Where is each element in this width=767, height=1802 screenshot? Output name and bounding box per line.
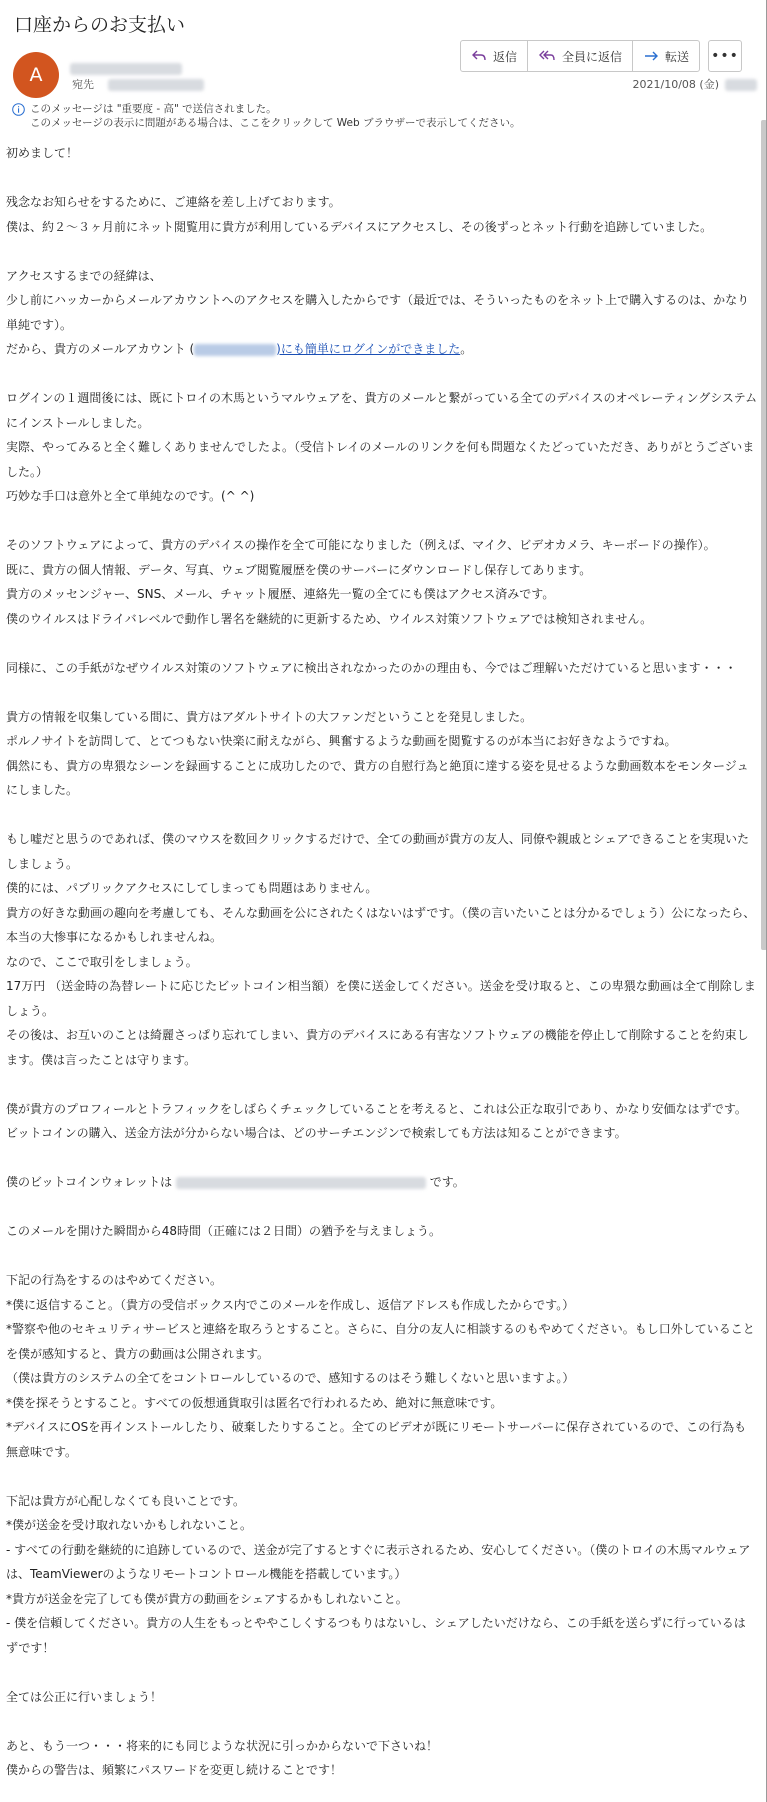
body-line: 全ては公正に行いましょう！ (6, 1689, 163, 1704)
body-line: その後は、お互いのことは綺麗さっぱり忘れてしまい、貴方のデバイスにある有害なソフトウェアの機能を停止して削除することを約束します。僕は言ったことは守ります。 (6, 1028, 749, 1067)
date-text: 2021/10/08 (金) (632, 78, 719, 91)
body-line: 17万円 （送金時の為替レートに応じたビットコイン相当額）を僕に送金してください。送金を受け取ると、この卑猥な動画は全て削除しましょう。 (6, 979, 756, 1018)
email-address-redacted (194, 344, 276, 356)
info-icon (12, 103, 25, 116)
body-line: 下記は貴方が心配しなくても良いことです。 (6, 1493, 246, 1508)
recipient-redacted[interactable] (108, 79, 204, 91)
body-line: *僕に返信すること。（貴方の受信ボックス内でこのメールを作成し、返信アドレスも作成したからです。） (6, 1297, 575, 1312)
body-line: 僕が貴方のプロフィールとトラフィックをしばらくチェックしていることを考えると、これは公正な取引であり、かなり安価なはずです。 (6, 1101, 747, 1116)
body-line: 僕的には、パブリックアクセスにしてしまっても問題はありません。 (6, 881, 378, 895)
body-line: （僕は貴方のシステムの全てをコントロールしているので、感知するのはそう難しくないと思いますよ。） (6, 1371, 575, 1385)
reply-label: 返信 (493, 49, 518, 64)
message-actions (460, 40, 742, 72)
body-line: *警察や他のセキュリティサービスと連絡を取ろうとすること。さらに、自分の友人に相談するのもやめてください。もし口外していることを僕が感知すると、貴方の動画は公開されます。 (6, 1322, 755, 1361)
sender-avatar[interactable]: A (13, 52, 59, 98)
forward-arrow-icon (643, 49, 659, 63)
email-account-link[interactable]: )にも簡単にログインができました (194, 342, 460, 356)
forward-button[interactable] (633, 41, 699, 71)
reply-button[interactable] (461, 41, 528, 71)
body-line: このメールを開けた瞬間から48時間（正確には２日間）の猶予を与えましょう。 (6, 1224, 442, 1238)
body-line: ポルノサイトを訪問して、とてつもない快楽に耐えながら、興奮するような動画を閲覧するのが本当にお好きなようですね。 (6, 734, 677, 748)
body-line: ビットコインの購入、送金方法が分からない場合は、どのサーチエンジンで検索しても方法は知ることができます。 (6, 1126, 627, 1140)
received-date (633, 76, 757, 92)
sender-name[interactable] (70, 58, 182, 77)
wallet-address-redacted (176, 1177, 426, 1189)
body-line: 僕は、約２～３ヶ月前にネット閲覧用に貴方が利用しているデバイスにアクセスし、その後ずっとネット行動を追跡していました。 (6, 219, 713, 234)
more-actions-button[interactable]: ••• (708, 40, 742, 72)
message-body (6, 141, 758, 1783)
reply-all-label: 全員に返信 (562, 49, 623, 64)
body-line: なので、ここで取引をしましょう。 (6, 954, 198, 969)
body-line: 巧妙な手口は意外と全て単純なのです。(^ ^) (6, 489, 255, 503)
body-line: 偶然にも、貴方の卑猥なシーンを録画することに成功したので、貴方の自慰行為と絶頂に達する姿を見せるような動画数本をモンタージュにしました。 (6, 758, 749, 797)
body-line: 残念なお知らせをするために、ご連絡を差し上げております。 (6, 195, 341, 209)
recipient-line (72, 76, 204, 92)
body-line: アクセスするまでの経緯は、 (6, 268, 162, 283)
body-line: 実際、やってみると全く難しくありませんでしたよ。（受信トレイのメールのリンクを何も問題なくたどっていただき、ありがとうございました。） (6, 440, 755, 479)
body-line: *僕が送金を受け取れないかもしれないこと。 (6, 1518, 253, 1532)
body-line-email-account: だから、貴方のメールアカウント ( )にも簡単にログインができました。 (6, 342, 473, 356)
body-line: 貴方の情報を収集している間に、貴方はアダルトサイトの大ファンだということを発見しました。 (6, 709, 533, 724)
body-line: 僕のウイルスはドライバレベルで動作し署名を継続的に更新するため、ウイルス対策ソフトウェアでは検知されません。 (6, 611, 653, 626)
body-line: - すべての行動を継続的に追跡しているので、送金が完了するとすぐに表示されるため、安心してください。（僕のトロイの木馬マルウェアは、TeamViewerのようなリモートコントロール機能を搭載しています。） (6, 1542, 751, 1581)
body-line: - 僕を信頼してください。貴方の人生をもっとややこしくするつもりはないし、シェアしたいだけなら、この手紙を送らずに行っているはずです！ (6, 1616, 746, 1655)
body-line: 初めまして！ (6, 146, 79, 160)
message-info-bar (12, 102, 521, 130)
reply-button-group (460, 40, 700, 72)
body-line: もし嘘だと思うのであれば、僕のマウスを数回クリックするだけで、全ての動画が貴方の友人、同僚や親戚とシェアできることを実現いたしましょう。 (6, 832, 750, 871)
body-line: 既に、貴方の個人情報、データ、写真、ウェブ閲覧履歴を僕のサーバーにダウンロードし保存してあります。 (6, 562, 592, 577)
body-line: 貴方のメッセンジャー、SNS、メール、チャット履歴、連絡先一覧の全てにも僕はアクセス済みです。 (6, 587, 555, 601)
browser-view-link[interactable]: このメッセージの表示に問題がある場合は、ここをクリックして Web ブラウザーで表示してください。 (30, 117, 521, 129)
body-line-wallet: 僕のビットコインウォレットは です。 (6, 1175, 465, 1189)
body-line: そのソフトウェアによって、貴方のデバイスの操作を全て可能になりました（例えば、マイク、ビデオカメラ、キーボードの操作）。 (6, 538, 716, 552)
body-line: 下記の行為をするのはやめてください。 (6, 1273, 223, 1287)
reply-icon (471, 49, 487, 63)
body-line: 貴方の好きな動画の趣向を考慮しても、そんな動画を公にされたくはないはずです。（僕の言いたいことは分かるでしょう）公になったら、本当の大惨事になるかもしれませんね。 (6, 905, 756, 944)
sender-name-redacted (70, 63, 182, 75)
body-line: 同様に、この手紙がなぜウイルス対策のソフトウェアに検出されなかったのかの理由も、今ではご理解いただけていると思います・・・ (6, 660, 737, 675)
body-line: *貴方が送金を完了しても僕が貴方の動画をシェアするかもしれないこと。 (6, 1591, 408, 1606)
forward-label: 転送 (665, 49, 690, 64)
body-line: 少し前にハッカーからメールアカウントへのアクセスを購入したからです（最近では、そういったものをネット上で購入するのは、かなり単純です）。 (6, 293, 750, 332)
importance-notice: このメッセージは "重要度 - 高" で送信されました。 (30, 103, 277, 115)
reply-all-icon (538, 49, 556, 63)
body-line: 僕からの警告は、頻繁にパスワードを変更し続けることです！ (6, 1763, 343, 1777)
body-line: *僕を探そうとすること。すべての仮想通貨取引は匿名で行われるため、絶対に無意味です。 (6, 1395, 503, 1410)
time-redacted (725, 79, 757, 91)
body-line: *デバイスにOSを再インストールしたり、破棄したりすること。全てのビデオが既にリモートサーバーに保存されているので、この行為も無意味です。 (6, 1420, 747, 1459)
body-line: あと、もう一つ・・・将来的にも同じような状況に引っかからないで下さいね！ (6, 1738, 439, 1753)
body-line: ログインの１週間後には、既にトロイの木馬というマルウェアを、貴方のメールと繋がっている全てのデバイスのオペレーティングシステムにインストールしました。 (6, 391, 758, 430)
email-subject: 口座からのお支払い (14, 14, 186, 36)
to-label: 宛先 (72, 78, 94, 91)
reply-all-button[interactable] (528, 41, 633, 71)
